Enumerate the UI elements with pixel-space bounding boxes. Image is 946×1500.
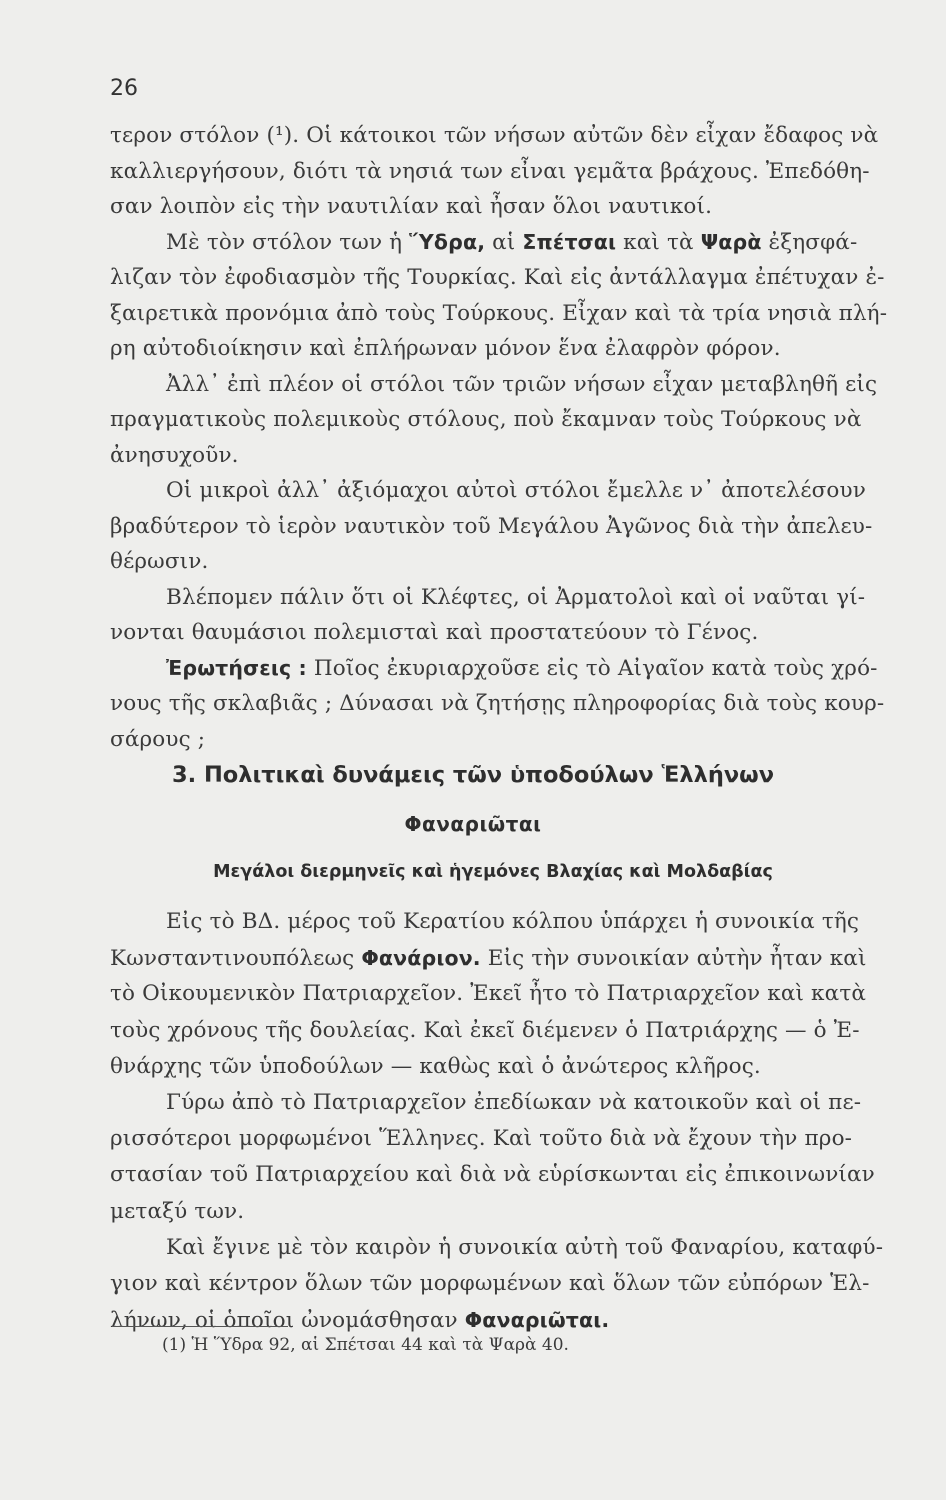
text-line: τερον στόλον (¹). Οἱ κάτοικοι τῶν νήσων αὐτῶν δὲν εἶχαν ἔδαφος νὰ	[110, 123, 879, 148]
section-one-text	[110, 118, 938, 757]
text-line: θέρωσιν.	[110, 549, 209, 574]
section-subheading: Φαναριῶται	[404, 812, 542, 836]
text-segment: Ποῖος ἐκυριαρχοῦσε εἰς τὸ Αἰγαῖον κατὰ τοὺς χρό-	[313, 655, 878, 681]
text-segment: ἐξησφά-	[761, 229, 858, 255]
questions-label: Ἐρωτήσεις :	[166, 655, 307, 680]
bold-fanariotai: Φαναριῶται.	[464, 1308, 610, 1333]
text-line: Καὶ ἔγινε μὲ τὸν καιρὸν ἡ συνοικία αὐτὴ τοῦ Φαναρίου, καταφύ-	[166, 1234, 884, 1260]
text-line: μεταξύ των.	[110, 1198, 245, 1224]
text-line: νους τῆς σκλαβιᾶς ; Δύνασαι νὰ ζητήσῃς πληροφορίας διὰ τοὺς κουρ-	[110, 691, 885, 716]
text-segment: Εἰς τὴν συνοικίαν αὐτὴν ἦταν καὶ	[480, 946, 867, 972]
text-line: βραδύτερον τὸ ἱερὸν ναυτικὸν τοῦ Μεγάλου Ἀγῶνος διὰ τὴν ἀπελευ-	[110, 513, 873, 539]
text-line: πραγματικοὺς πολεμικοὺς στόλους, ποὺ ἔκαμναν τοὺς Τούρκους νὰ	[110, 407, 862, 432]
bold-spetses: Σπέτσαι	[522, 229, 617, 254]
text-line: σαν λοιπὸν εἰς τὴν ναυτιλίαν καὶ ἦσαν ὅλοι ναυτικοί.	[110, 194, 713, 219]
text-segment: καὶ τὰ	[616, 229, 701, 255]
text-line: ἀνησυχοῦν.	[110, 442, 239, 468]
questions-line	[110, 651, 938, 687]
section-heading: 3. Πολιτικαὶ δυνάμεις τῶν ὑποδούλων Ἑλλήνων	[171, 762, 775, 788]
section-two-text	[110, 904, 938, 1338]
text-line: τοὺς χρόνους τῆς δουλείας. Καὶ ἐκεῖ διέμενεν ὁ Πατριάρχης — ὁ Ἐ-	[110, 1017, 860, 1043]
minor-heading: Μεγάλοι διερμηνεῖς καὶ ἡγεμόνες Βλαχίας καὶ Μολδαβίας	[213, 862, 773, 882]
bold-psara: Ψαρὰ	[700, 229, 762, 254]
text-line: Ἀλλ᾿ ἐπὶ πλέον οἱ στόλοι τῶν τριῶν νήσων εἶχαν μεταβληθῆ εἰς	[166, 371, 878, 397]
page-number: 26	[110, 76, 138, 101]
text-line: Βλέπομεν πάλιν ὅτι οἱ Κλέφτες, οἱ Ἀρματολοὶ καὶ οἱ ναῦται γί-	[166, 584, 866, 610]
bold-hydra: Ὕδρα,	[409, 229, 486, 254]
text-line: γιον καὶ κέντρον ὅλων τῶν μορφωμένων καὶ ὅλων τῶν εὐπόρων Ἑλ-	[110, 1270, 870, 1296]
text-line: λιζαν τὸν ἐφοδιασμὸν τῆς Τουρκίας. Καὶ εἰς ἀντάλλαγμα ἐπέτυχαν ἐ-	[110, 265, 885, 290]
bold-fanarion: Φανάριον.	[361, 946, 481, 971]
text-line-fanarion	[110, 940, 938, 976]
text-line-fanariotai	[110, 1302, 938, 1338]
text-line: Εἰς τὸ ΒΔ. μέρος τοῦ Κερατίου κόλπου ὑπάρχει ἡ συνοικία τῆς	[166, 909, 860, 934]
text-line: ξαιρετικὰ προνόμια ἀπὸ τοὺς Τούρκους. Εἶχαν καὶ τὰ τρία νησιὰ πλή-	[110, 300, 888, 326]
text-line-islands	[110, 225, 938, 261]
text-line: θνάρχης τῶν ὑποδούλων — καθὼς καὶ ὁ ἀνώτερος κλῆρος.	[110, 1053, 761, 1079]
text-line: σάρους ;	[110, 726, 206, 752]
footnote-divider	[112, 1326, 288, 1327]
text-line: στασίαν τοῦ Πατριαρχείου καὶ διὰ νὰ εὑρίσκωνται εἰς ἐπικοινωνίαν	[110, 1162, 875, 1188]
text-segment: λήνων, οἱ ὁποῖοι ὠνομάσθησαν	[110, 1308, 458, 1334]
text-line: ρισσότεροι μορφωμένοι Ἕλληνες. Καὶ τοῦτο διὰ νὰ ἔχουν τὴν προ-	[110, 1126, 853, 1152]
text-segment: Κωνσταντινουπόλεως	[110, 946, 355, 972]
text-line: Γύρω ἀπὸ τὸ Πατριαρχεῖον ἐπεδίωκαν νὰ κατοικοῦν καὶ οἱ πε-	[166, 1089, 862, 1115]
text-line: Οἱ μικροὶ ἀλλ᾿ ἀξιόμαχοι αὐτοὶ στόλοι ἔμελλε ν᾿ ἀποτελέσουν	[166, 478, 866, 503]
text-segment: Μὲ τὸν στόλον των ἡ	[166, 229, 403, 255]
text-line: καλλιεργήσουν, διότι τὰ νησιά των εἶναι γεμᾶτα βράχους. Ἐπεδόθη-	[110, 158, 870, 184]
footnote: (1) Ἡ Ὕδρα 92, αἱ Σπέτσαι 44 καὶ τὰ Ψαρὰ 40.	[162, 1335, 569, 1355]
text-line: ρη αὐτοδιοίκησιν καὶ ἐπλήρωναν μόνον ἕνα ἐλαφρὸν φόρον.	[110, 336, 781, 361]
text-line: τὸ Οἰκουμενικὸν Πατριαρχεῖον. Ἐκεῖ ἦτο τὸ Πατριαρχεῖον καὶ κατὰ	[110, 981, 867, 1007]
text-segment: αἱ	[485, 229, 523, 255]
text-line: νονται θαυμάσιοι πολεμισταὶ καὶ προστατεύουν τὸ Γένος.	[110, 620, 759, 645]
